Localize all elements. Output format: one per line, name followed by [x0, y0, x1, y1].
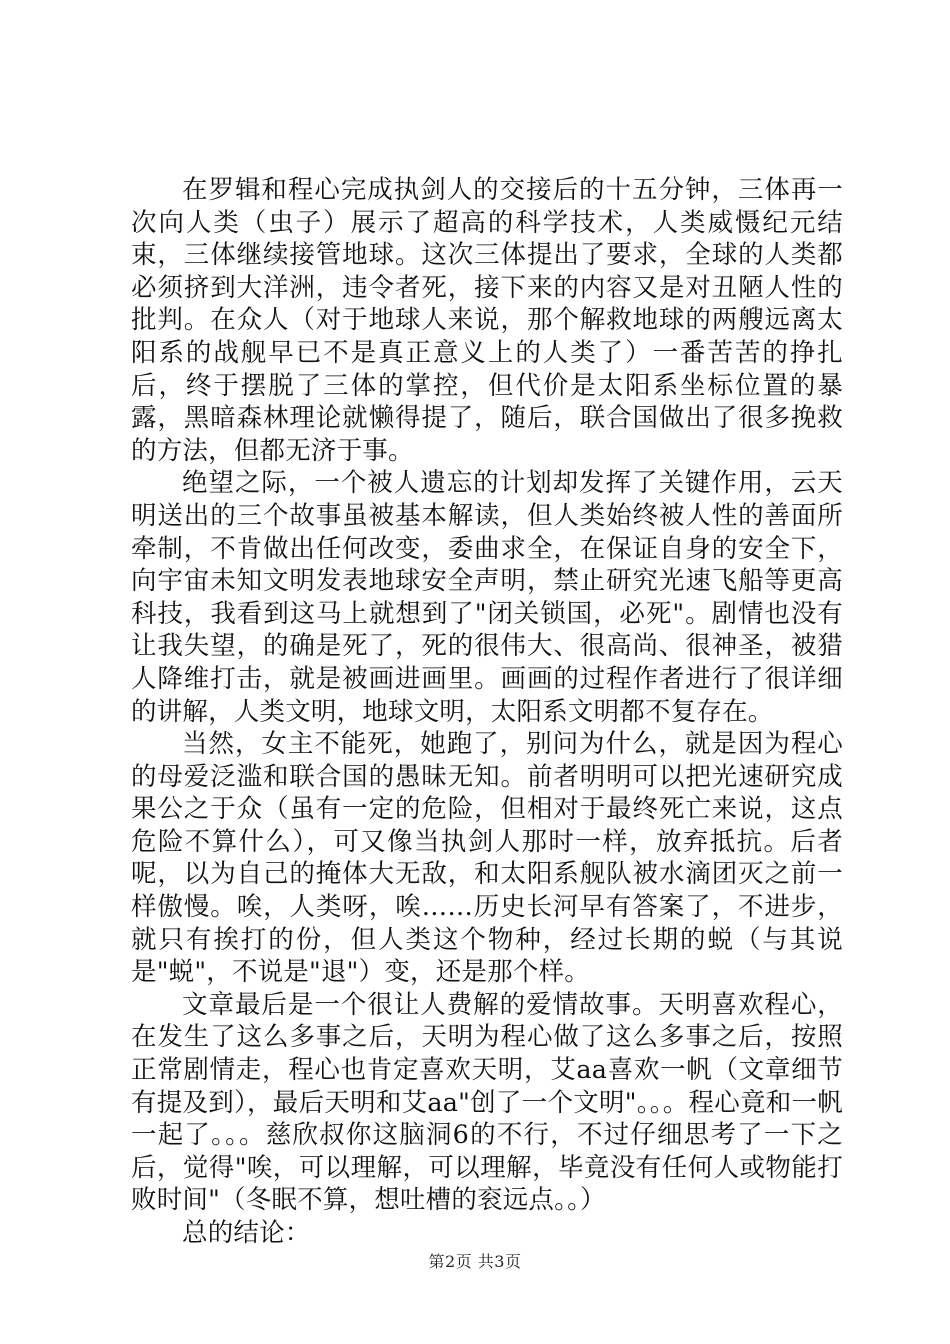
page-number-footer: 第2页 共3页 — [428, 1252, 522, 1271]
document-body — [131, 174, 843, 1250]
paragraph: 绝望之际，一个被人遗忘的计划却发挥了关键作用，云天明送出的三个故事虽被基本解读，但人类始终被人性的善面所牵制，不肯做出任何改变，委曲求全，在保证自身的安全下，向宇宙未知文明发表地球安全声明，禁止研究光速飞船等更高科技，我看到这马上就想到了"闭关锁国，必死"。剧情也没有让我失望，的确是死了，死的很伟大、很高尚、很神圣，被猎人降维打击，就是被画进画里。画画的过程作者进行了很详细的讲解，人类文明，地球文明，太阳系文明都不复存在。 — [131, 468, 843, 727]
paragraph: 当然，女主不能死，她跑了，别问为什么，就是因为程心的母爱泛滥和联合国的愚昧无知。前者明明可以把光速研究成果公之于众（虽有一定的危险，但相对于最终死亡来说，这点危险不算什么），可又像当执剑人那时一样，放弃抵抗。后者呢，以为自己的掩体大无敌，和太阳系舰队被水滴团灭之前一样傲慢。唉，人类呀，唉……历史长河早有答案了，不进步，就只有挨打的份，但人类这个物种，经过长期的蜕（与其说是"蜕"，不说是"退"）变，还是那个样。 — [131, 729, 843, 988]
paragraph: 在罗辑和程心完成执剑人的交接后的十五分钟，三体再一次向人类（虫子）展示了超高的科学技术，人类威慑纪元结束，三体继续接管地球。这次三体提出了要求，全球的人类都必须挤到大洋洲，违令者死，接下来的内容又是对丑陋人性的批判。在众人（对于地球人来说，那个解救地球的两艘远离太阳系的战舰早已不是真正意义上的人类了）一番苦苦的挣扎后，终于摆脱了三体的掌控，但代价是太阳系坐标位置的暴露，黑暗森林理论就懒得提了，随后，联合国做出了很多挽救的方法，但都无济于事。 — [131, 175, 843, 466]
paragraph: 文章最后是一个很让人费解的爱情故事。天明喜欢程心，在发生了这么多事之后，天明为程心做了这么多事之后，按照正常剧情走，程心也肯定喜欢天明，艾aa喜欢一帆（文章细节有提及到），最后天明和艾aa"创了一个文明"。。。程心竟和一帆一起了。。。慈欣叔你这脑洞6的不行，不过仔细思考了一下之后，觉得"唉，可以理解，可以理解，毕竟没有任何人或物能打败时间"（冬眠不算，想吐槽的衮远点。。） — [131, 989, 843, 1216]
paragraph: 总的结论： — [182, 1218, 311, 1248]
